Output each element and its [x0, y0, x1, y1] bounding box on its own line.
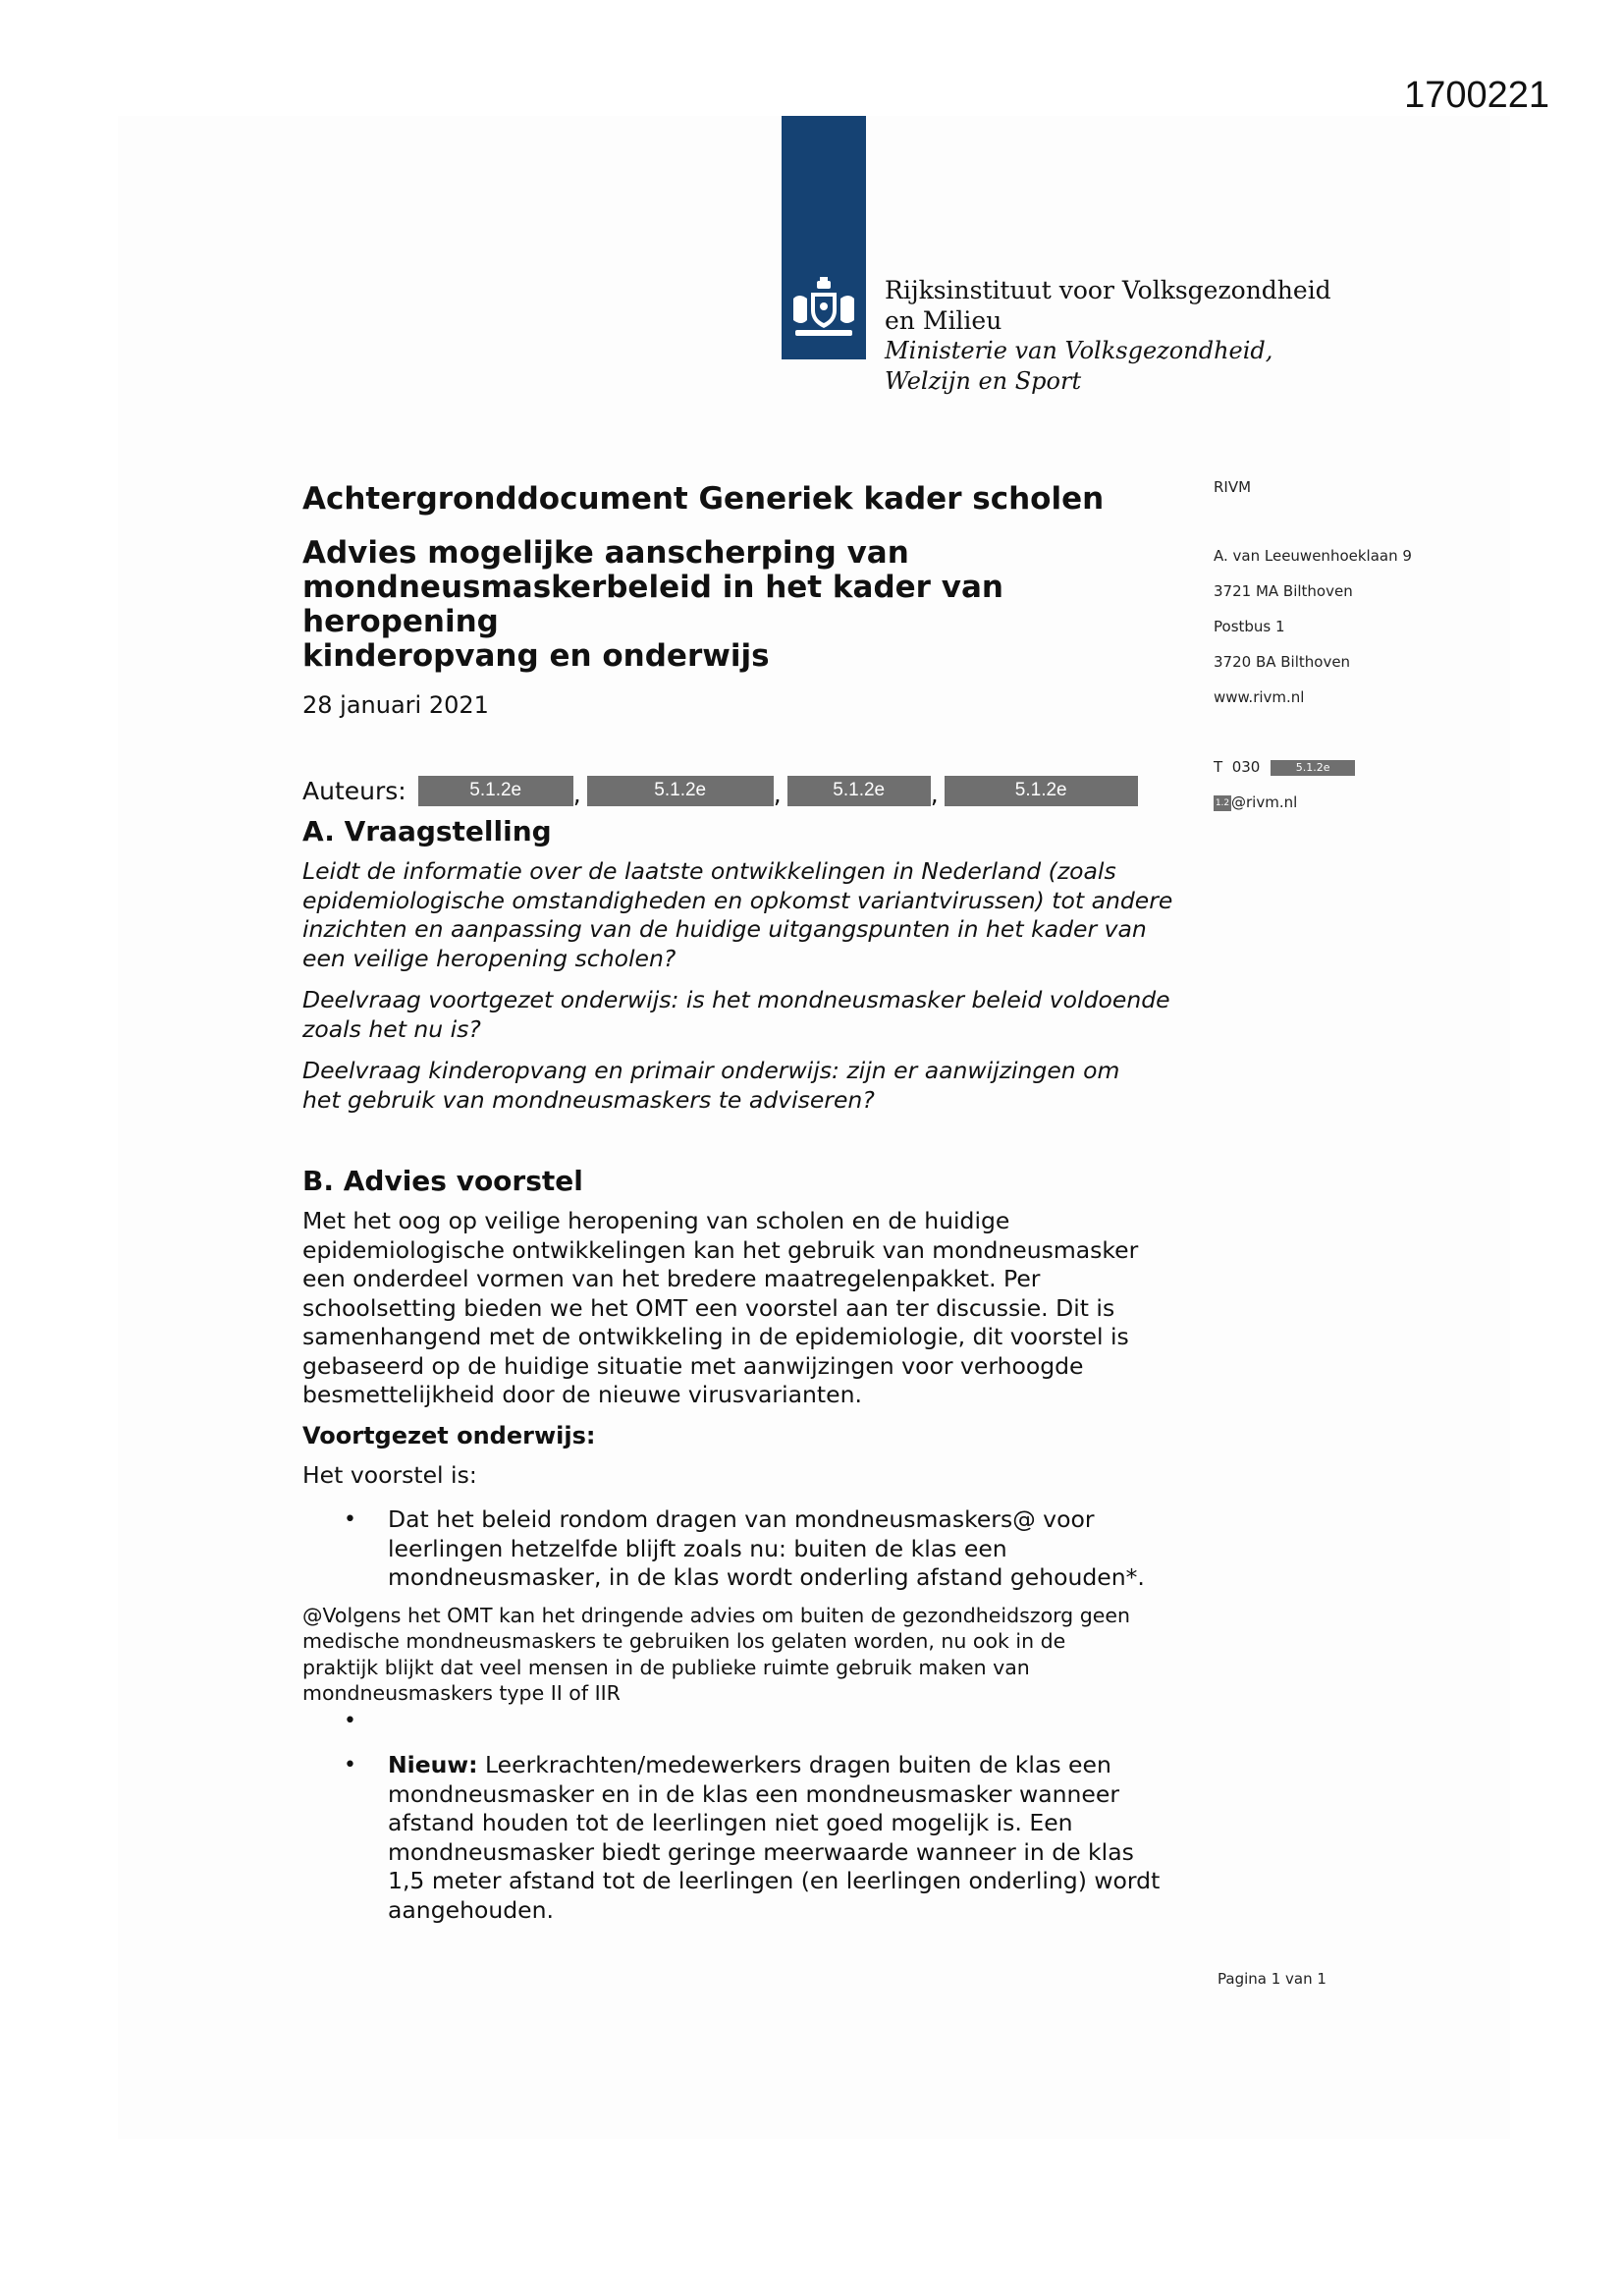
text-line: leerlingen hetzelfde blijft zoals nu: buiten de klas een	[388, 1534, 1007, 1562]
author-redaction: 5.1.2e	[787, 776, 931, 806]
author-redaction: 5.1.2e	[587, 776, 774, 806]
authors-line	[302, 775, 1196, 806]
email-line[interactable]	[1214, 785, 1412, 820]
text-line: Deelvraag voortgezet onderwijs: is het mondneusmasker beleid voldoende	[302, 986, 1170, 1013]
proposal-list	[302, 1505, 1196, 1593]
question-primary	[302, 1057, 1196, 1115]
text-line: een onderdeel vormen van het bredere maatregelenpakket. Per	[302, 1265, 1041, 1292]
document-title: Achtergronddocument Generiek kader scholen	[302, 481, 1105, 517]
text-line: Met het oog op veilige heropening van scholen en de huidige	[302, 1207, 1010, 1234]
address-street: A. van Leeuwenhoeklaan 9	[1214, 547, 1412, 565]
text-line: Leerkrachten/medewerkers dragen buiten de klas een	[477, 1751, 1111, 1778]
author-redaction: 5.1.2e	[418, 776, 573, 806]
text-line: inzichten en aanpassing van de huidige uitgangspunten in het kader van	[302, 915, 1147, 943]
address-city: 3721 MA Bilthoven	[1214, 582, 1353, 600]
subtitle-line: Advies mogelijke aanscherping van	[302, 535, 909, 571]
text-line: mondneusmasker biedt geringe meerwaarde wanneer in de klas	[388, 1837, 1134, 1866]
advice-intro	[302, 1207, 1196, 1410]
list-item	[302, 1751, 1196, 1925]
text-line: zoals het nu is?	[302, 1014, 481, 1043]
author-separator: ,	[930, 780, 939, 808]
question-main	[302, 857, 1196, 973]
phone-prefix: T 030	[1214, 758, 1261, 776]
logo-line-2: en Milieu	[885, 306, 1002, 335]
logo-line-1: Rijksinstituut voor Volksgezondheid	[885, 276, 1331, 304]
document-id: 1700221	[1404, 75, 1549, 116]
list-item	[302, 1505, 1196, 1593]
text-line: epidemiologische ontwikkelingen kan het gebruik van mondneusmasker	[302, 1235, 1139, 1264]
text-line: Deelvraag kinderopvang en primair onderwijs: zijn er aanwijzingen om	[302, 1057, 1120, 1084]
subtitle-line: kinderopvang en onderwijs	[302, 638, 770, 674]
author-separator: ,	[572, 780, 581, 808]
text-line: epidemiologische omstandigheden en opkomst variantvirussen) tot andere	[302, 886, 1173, 914]
text-line: medische mondneusmaskers te gebruiken los gelaten worden, nu ook in de	[302, 1629, 1066, 1653]
page-number: Pagina 1 van 1	[1218, 1970, 1326, 1988]
text-line: afstand houden tot de leerlingen niet goed mogelijk is. Een	[388, 1809, 1073, 1836]
text-line: • Dat het beleid rondom dragen van mondneusmaskers@ voor	[388, 1505, 1095, 1533]
logo-line-3: Ministerie van Volksgezondheid,	[885, 337, 1273, 364]
proposal-list-continued	[302, 1707, 1196, 1926]
text-line: het gebruik van mondneusmaskers te adviseren?	[302, 1085, 875, 1114]
text-line: @Volgens het OMT kan het dringende advies om buiten de gezondheidszorg geen	[302, 1603, 1130, 1627]
new-label: Nieuw:	[388, 1751, 478, 1778]
org-name: RIVM	[1214, 478, 1252, 496]
author-redaction: 5.1.2e	[945, 776, 1138, 806]
voortgezet-heading: Voortgezet onderwijs:	[302, 1421, 596, 1449]
text-line: 1,5 meter afstand tot de leerlingen (en leerlingen onderling) wordt	[388, 1867, 1161, 1894]
list-item-empty	[302, 1707, 1196, 1736]
main-content	[302, 479, 1196, 1925]
text-line: mondneusmaskers type II of IIR	[302, 1681, 621, 1705]
document-subtitle	[302, 536, 1196, 674]
text-line: aangehouden.	[388, 1895, 554, 1924]
section-b-heading: B. Advies voorstel	[302, 1165, 583, 1197]
text-line: mondneusmasker en in de klas een mondneusmasker wanneer	[388, 1779, 1120, 1808]
email-suffix: @rivm.nl	[1231, 793, 1298, 811]
subtitle-line: mondneusmaskerbeleid in het kader van heropening	[302, 570, 1003, 639]
address-postcode: 3720 BA Bilthoven	[1214, 653, 1351, 671]
address-postbus: Postbus 1	[1214, 618, 1285, 635]
logo-line-4: Welzijn en Sport	[885, 367, 1082, 395]
contact-sidebar	[1214, 469, 1412, 820]
section-a-heading: A. Vraagstelling	[302, 815, 552, 847]
text-line: een veilige heropening scholen?	[302, 944, 677, 972]
question-secondary	[302, 986, 1196, 1044]
authors-label: Auteurs:	[302, 776, 406, 805]
text-line: samenhangend met de ontwikkeling in de epidemiologie, dit voorstel is	[302, 1323, 1129, 1350]
text-line: schoolsetting bieden we het OMT een voorstel aan ter discussie. Dit is	[302, 1293, 1115, 1322]
phone-line	[1214, 749, 1412, 785]
text-line: Leidt de informatie over de laatste ontwikkelingen in Nederland (zoals	[302, 857, 1116, 885]
footnote	[302, 1603, 1196, 1707]
proposal-label: Het voorstel is:	[302, 1460, 477, 1489]
text-line: mondneusmasker, in de klas wordt onderling afstand gehouden*.	[388, 1563, 1145, 1591]
text-line: praktijk blijkt dat veel mensen in de publieke ruimte gebruik maken van	[302, 1655, 1030, 1679]
email-redaction: 1.2	[1214, 795, 1231, 811]
text-line: besmettelijkheid door de nieuwe virusvarianten.	[302, 1381, 862, 1408]
website-link[interactable]: www.rivm.nl	[1214, 688, 1305, 706]
author-separator: ,	[773, 780, 782, 808]
coat-of-arms-icon	[787, 277, 860, 342]
phone-redaction: 5.1.2e	[1271, 760, 1355, 776]
text-line: gebaseerd op de huidige situatie met aanwijzingen voor verhoogde	[302, 1351, 1084, 1380]
document-date: 28 januari 2021	[302, 691, 489, 719]
logo-text	[885, 275, 1331, 397]
rijksoverheid-logo-bar	[782, 116, 866, 359]
